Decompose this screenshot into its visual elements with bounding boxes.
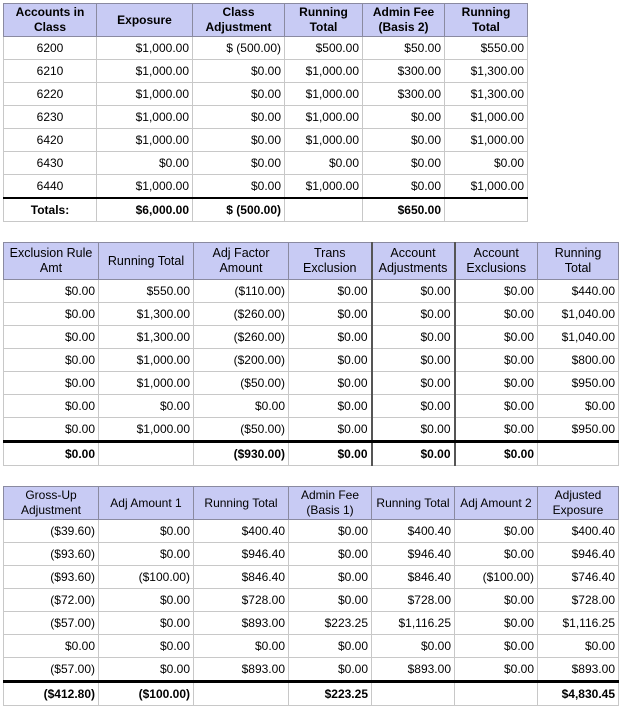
table-cell: $950.00: [538, 418, 619, 442]
table-cell: $1,300.00: [445, 60, 528, 83]
table-cell: $0.00: [193, 106, 285, 129]
table-cell: $0.00: [538, 635, 619, 658]
table-cell: $728.00: [538, 589, 619, 612]
table-cell: $400.40: [194, 520, 289, 543]
table-cell: $0.00: [289, 326, 372, 349]
table-row: [4, 303, 619, 326]
col-header-running-total: Running Total: [194, 487, 289, 520]
table-cell: $1,116.25: [538, 612, 619, 635]
table-cell: 6420: [4, 129, 97, 152]
table-row: [4, 349, 619, 372]
table-cell: $800.00: [538, 349, 619, 372]
table-cell: $0.00: [538, 395, 619, 418]
table-cell: [445, 198, 528, 222]
table-cell: ($50.00): [194, 418, 289, 442]
table-cell: $500.00: [285, 37, 363, 60]
table-cell: $0.00: [363, 129, 445, 152]
table-cell: $0.00: [4, 635, 99, 658]
table-cell: [285, 198, 363, 222]
table-cell: $893.00: [194, 658, 289, 682]
totals-row: [4, 442, 619, 466]
table-cell: $1,300.00: [445, 83, 528, 106]
table-cell: $946.40: [538, 543, 619, 566]
table-cell: $0.00: [455, 372, 538, 395]
table-cell: $0.00: [4, 395, 99, 418]
table-cell: $ (500.00): [193, 198, 285, 222]
table-cell: $223.25: [289, 682, 372, 706]
col-header-adj-amount-2: Adj Amount 2: [455, 487, 538, 520]
table-cell: ($930.00): [194, 442, 289, 466]
table-cell: $0.00: [99, 520, 194, 543]
table-row: [4, 83, 528, 106]
col-header-adjusted-exposure: Adjusted Exposure: [538, 487, 619, 520]
table-cell: $0.00: [455, 303, 538, 326]
table-cell: $0.00: [99, 395, 194, 418]
col-header-admin-fee-basis-1: Admin Fee (Basis 1): [289, 487, 372, 520]
table-cell: $0.00: [455, 280, 538, 303]
table-cell: $728.00: [194, 589, 289, 612]
table-cell: $0.00: [194, 395, 289, 418]
table-row: [4, 418, 619, 442]
table-cell: $50.00: [363, 37, 445, 60]
table-cell: $1,000.00: [445, 106, 528, 129]
table-cell: $0.00: [455, 418, 538, 442]
table-cell: 6230: [4, 106, 97, 129]
table-cell: $0.00: [99, 589, 194, 612]
class-exposure-table: [3, 3, 528, 222]
table-cell: $0.00: [372, 280, 455, 303]
table-cell: ($57.00): [4, 658, 99, 682]
table-cell: $1,000.00: [285, 106, 363, 129]
col-header-exposure: Exposure: [97, 4, 193, 37]
table-cell: $1,000.00: [445, 175, 528, 199]
col-header-admin-fee-basis-2: Admin Fee (Basis 2): [363, 4, 445, 37]
table-cell: $0.00: [289, 303, 372, 326]
table-cell: $0.00: [372, 418, 455, 442]
table-cell: $0.00: [363, 106, 445, 129]
table-cell: $550.00: [99, 280, 194, 303]
table-cell: ($110.00): [194, 280, 289, 303]
table-cell: [455, 682, 538, 706]
table-cell: $893.00: [194, 612, 289, 635]
table-cell: $0.00: [193, 175, 285, 199]
table-cell: $440.00: [538, 280, 619, 303]
table-cell: $1,000.00: [97, 37, 193, 60]
table-cell: $893.00: [372, 658, 455, 682]
table-cell: $400.40: [372, 520, 455, 543]
totals-row: [4, 198, 528, 222]
table-cell: $0.00: [363, 175, 445, 199]
table-cell: $0.00: [193, 83, 285, 106]
table-cell: $0.00: [372, 349, 455, 372]
col-header-running-total: Running Total: [372, 487, 455, 520]
table-cell: $0.00: [455, 326, 538, 349]
table-cell: $846.40: [194, 566, 289, 589]
table-header-row: [4, 487, 619, 520]
table-cell: $4,830.45: [538, 682, 619, 706]
col-header-class-adjustment: Class Adjustment: [193, 4, 285, 37]
table-row: [4, 37, 528, 60]
table-cell: 6430: [4, 152, 97, 175]
table-cell: $1,000.00: [99, 372, 194, 395]
table-cell: $0.00: [4, 418, 99, 442]
table-cell: $0.00: [372, 303, 455, 326]
table-cell: $728.00: [372, 589, 455, 612]
table-row: [4, 635, 619, 658]
table-cell: $0.00: [289, 635, 372, 658]
table-cell: $0.00: [4, 303, 99, 326]
table-cell: $1,000.00: [97, 175, 193, 199]
table-cell: $1,300.00: [99, 303, 194, 326]
col-header-account-adjustments: Account Adjustments: [372, 243, 455, 280]
table-row: [4, 372, 619, 395]
table-cell: $946.40: [194, 543, 289, 566]
table-cell: $0.00: [289, 280, 372, 303]
table-cell: $0.00: [289, 589, 372, 612]
table-cell: $400.40: [538, 520, 619, 543]
table-cell: $0.00: [289, 349, 372, 372]
table-cell: $1,000.00: [445, 129, 528, 152]
table-cell: 6220: [4, 83, 97, 106]
table-cell: $846.40: [372, 566, 455, 589]
table-cell: $1,000.00: [97, 106, 193, 129]
table-cell: ($39.60): [4, 520, 99, 543]
table-cell: $1,000.00: [97, 60, 193, 83]
table-cell: $0.00: [455, 543, 538, 566]
col-header-running-total: Running Total: [285, 4, 363, 37]
table-cell: $0.00: [4, 372, 99, 395]
exclusion-adjustment-table: [3, 242, 619, 466]
col-header-gross-up-adjustment: Gross-Up Adjustment: [4, 487, 99, 520]
table-cell: ($100.00): [99, 566, 194, 589]
table-cell: [538, 442, 619, 466]
table-row: [4, 280, 619, 303]
table-cell: 6440: [4, 175, 97, 199]
table-cell: ($57.00): [4, 612, 99, 635]
table-row: [4, 152, 528, 175]
table-cell: $550.00: [445, 37, 528, 60]
table-cell: $0.00: [455, 589, 538, 612]
table-cell: 6200: [4, 37, 97, 60]
table-cell: $0.00: [289, 566, 372, 589]
table-cell: $0.00: [289, 658, 372, 682]
table-cell: $0.00: [4, 326, 99, 349]
table-cell: $0.00: [455, 442, 538, 466]
table-cell: $1,116.25: [372, 612, 455, 635]
table-cell: $0.00: [445, 152, 528, 175]
table-cell: $0.00: [99, 635, 194, 658]
table-cell: ($93.60): [4, 543, 99, 566]
table-cell: ($93.60): [4, 566, 99, 589]
table-cell: $0.00: [4, 349, 99, 372]
table-cell: $1,000.00: [285, 60, 363, 83]
table-cell: $950.00: [538, 372, 619, 395]
table-cell: $0.00: [455, 520, 538, 543]
col-header-account-exclusions: Account Exclusions: [455, 243, 538, 280]
table-cell: $1,040.00: [538, 303, 619, 326]
table-cell: $1,000.00: [97, 129, 193, 152]
table-row: [4, 543, 619, 566]
table-cell: ($412.80): [4, 682, 99, 706]
table-header-row: [4, 243, 619, 280]
table-cell: $0.00: [372, 395, 455, 418]
table-cell: $1,300.00: [99, 326, 194, 349]
table-row: [4, 175, 528, 199]
table-cell: $223.25: [289, 612, 372, 635]
table-cell: $0.00: [193, 152, 285, 175]
table-row: [4, 395, 619, 418]
table-cell: $0.00: [99, 658, 194, 682]
table-cell: $0.00: [455, 395, 538, 418]
table-cell: ($200.00): [194, 349, 289, 372]
table-cell: $0.00: [363, 152, 445, 175]
table-cell: $0.00: [194, 635, 289, 658]
table-cell: $0.00: [455, 635, 538, 658]
table-cell: $1,000.00: [99, 349, 194, 372]
table-cell: ($50.00): [194, 372, 289, 395]
col-header-running-total: Running Total: [538, 243, 619, 280]
col-header-exclusion-rule-amt: Exclusion Rule Amt: [4, 243, 99, 280]
table-cell: $0.00: [4, 442, 99, 466]
table-cell: $300.00: [363, 83, 445, 106]
totals-row: [4, 682, 619, 706]
table-cell: $0.00: [97, 152, 193, 175]
table-cell: 6210: [4, 60, 97, 83]
table-cell: $746.40: [538, 566, 619, 589]
table-cell: $0.00: [372, 442, 455, 466]
table-cell: $1,000.00: [97, 83, 193, 106]
table-cell: $0.00: [193, 129, 285, 152]
table-cell: ($72.00): [4, 589, 99, 612]
totals-label: Totals:: [4, 198, 97, 222]
table-cell: $0.00: [289, 442, 372, 466]
table-row: [4, 129, 528, 152]
table-cell: $0.00: [289, 372, 372, 395]
col-header-accounts-in-class: Accounts in Class: [4, 4, 97, 37]
table-cell: $0.00: [4, 280, 99, 303]
table-cell: $ (500.00): [193, 37, 285, 60]
table-cell: $0.00: [289, 395, 372, 418]
table-cell: $6,000.00: [97, 198, 193, 222]
table-row: [4, 106, 528, 129]
table-row: [4, 520, 619, 543]
table-row: [4, 612, 619, 635]
table-cell: $650.00: [363, 198, 445, 222]
col-header-running-total: Running Total: [445, 4, 528, 37]
table-cell: $0.00: [289, 543, 372, 566]
table-cell: $1,000.00: [285, 175, 363, 199]
table-cell: $946.40: [372, 543, 455, 566]
table-cell: ($100.00): [455, 566, 538, 589]
table-header-row: [4, 4, 528, 37]
table-cell: $0.00: [372, 372, 455, 395]
col-header-running-total: Running Total: [99, 243, 194, 280]
table-cell: [99, 442, 194, 466]
table-row: [4, 566, 619, 589]
col-header-adj-amount-1: Adj Amount 1: [99, 487, 194, 520]
table-cell: $0.00: [455, 658, 538, 682]
table-cell: $0.00: [285, 152, 363, 175]
table-cell: $300.00: [363, 60, 445, 83]
table-cell: $1,000.00: [285, 129, 363, 152]
table-cell: [194, 682, 289, 706]
table-row: [4, 60, 528, 83]
table-row: [4, 326, 619, 349]
gross-up-adjustment-table: [3, 486, 619, 706]
table-row: [4, 658, 619, 682]
table-cell: $0.00: [455, 612, 538, 635]
table-cell: $0.00: [289, 418, 372, 442]
table-cell: ($260.00): [194, 326, 289, 349]
table-cell: $893.00: [538, 658, 619, 682]
table-cell: $0.00: [99, 612, 194, 635]
table-cell: $1,000.00: [99, 418, 194, 442]
table-cell: $0.00: [289, 520, 372, 543]
col-header-trans-exclusion: Trans Exclusion: [289, 243, 372, 280]
table-cell: $0.00: [372, 326, 455, 349]
table-cell: $0.00: [193, 60, 285, 83]
table-row: [4, 589, 619, 612]
table-cell: $0.00: [372, 635, 455, 658]
table-cell: ($100.00): [99, 682, 194, 706]
table-cell: ($260.00): [194, 303, 289, 326]
table-cell: $0.00: [455, 349, 538, 372]
table-cell: [372, 682, 455, 706]
table-cell: $1,000.00: [285, 83, 363, 106]
col-header-adj-factor-amount: Adj Factor Amount: [194, 243, 289, 280]
table-cell: $1,040.00: [538, 326, 619, 349]
table-cell: $0.00: [99, 543, 194, 566]
